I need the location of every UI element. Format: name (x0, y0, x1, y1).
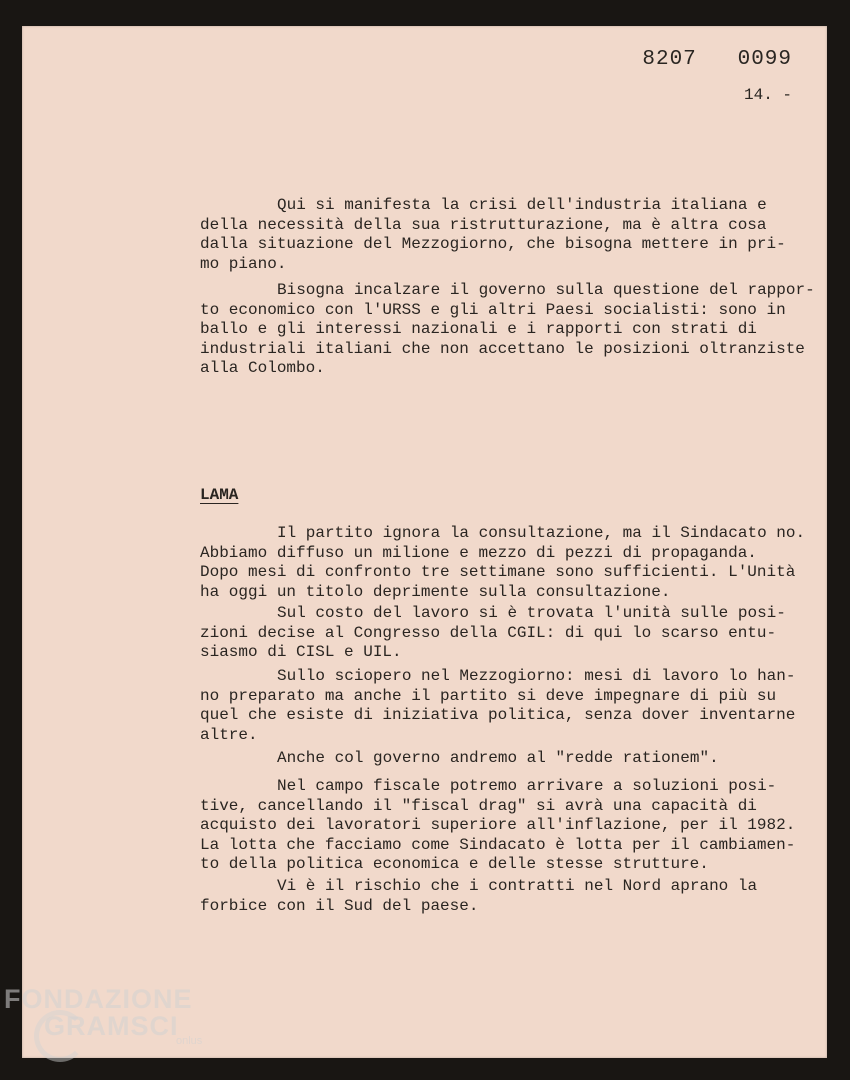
paragraph-sciopero (200, 667, 820, 745)
document-page (22, 26, 827, 1058)
paragraph-urss (200, 281, 820, 379)
paragraph-urss-text: Bisogna incalzare il governo sulla questione del rappor- to economico con l'URSS e gli altri Paesi socialisti: sono in ballo e gli interessi nazionali e i rapporti con strati di industriali italiani che non accettano le posizioni oltranziste alla Colombo. (200, 281, 815, 377)
paragraph-contratti-text: Vi è il rischio che i contratti nel Nord aprano la forbice con il Sud del paese. (200, 877, 758, 915)
watermark-line2: GRAMSCI (44, 1011, 179, 1041)
paragraph-crisis (200, 196, 820, 274)
paragraph-costo-lavoro (200, 604, 820, 663)
speaker-heading: LAMA (200, 486, 239, 504)
watermark-line1: FONDAZIONE (4, 984, 193, 1014)
paragraph-sciopero-text: Sullo sciopero nel Mezzogiorno: mesi di lavoro lo han- no preparato ma anche il partito si deve impegnare di più su quel che esiste di iniziativa politica, senza dover inventarne altre. (200, 667, 796, 744)
page-number: 14. - (743, 86, 792, 104)
fondazione-gramsci-watermark (4, 986, 202, 1047)
paragraph-consultazione-text: Il partito ignora la consultazione, ma il Sindacato no. Abbiamo diffuso un milione e mezzo di pezzi di propaganda. Dopo mesi di confronto tre settimane sono sufficienti. L'Unità ha oggi un titolo deprimente sulla consultazione. (200, 524, 806, 601)
paragraph-fiscale (200, 777, 820, 875)
document-number: 8207 0099 (642, 48, 792, 71)
paragraph-costo-lavoro-text: Sul costo del lavoro si è trovata l'unità sulle posi- zioni decise al Congresso della CGIL: di qui lo scarso entu- siasmo di CISL e UIL. (200, 604, 786, 661)
paragraph-governo (200, 749, 820, 769)
paragraph-contratti (200, 877, 820, 916)
paragraph-fiscale-text: Nel campo fiscale potremo arrivare a soluzioni posi- tive, cancellando il "fiscal drag" si avrà una capacità di acquisto dei lavoratori superiore all'inflazione, per il 1982. La lotta che facciamo come Sindacato è lotta per il cambiamen- to della politica economica e delle stesse strutture. (200, 777, 796, 873)
paragraph-crisis-text: Qui si manifesta la crisi dell'industria italiana e della necessità della sua ristrutturazione, ma è altra cosa dalla situazione del Mezzogiorno, che bisogna mettere in pri- mo piano. (200, 196, 786, 273)
watermark-line3: onlus (176, 1035, 203, 1047)
paragraph-consultazione (200, 524, 820, 602)
paragraph-governo-text: Anche col governo andremo al "redde rationem". (277, 749, 719, 767)
